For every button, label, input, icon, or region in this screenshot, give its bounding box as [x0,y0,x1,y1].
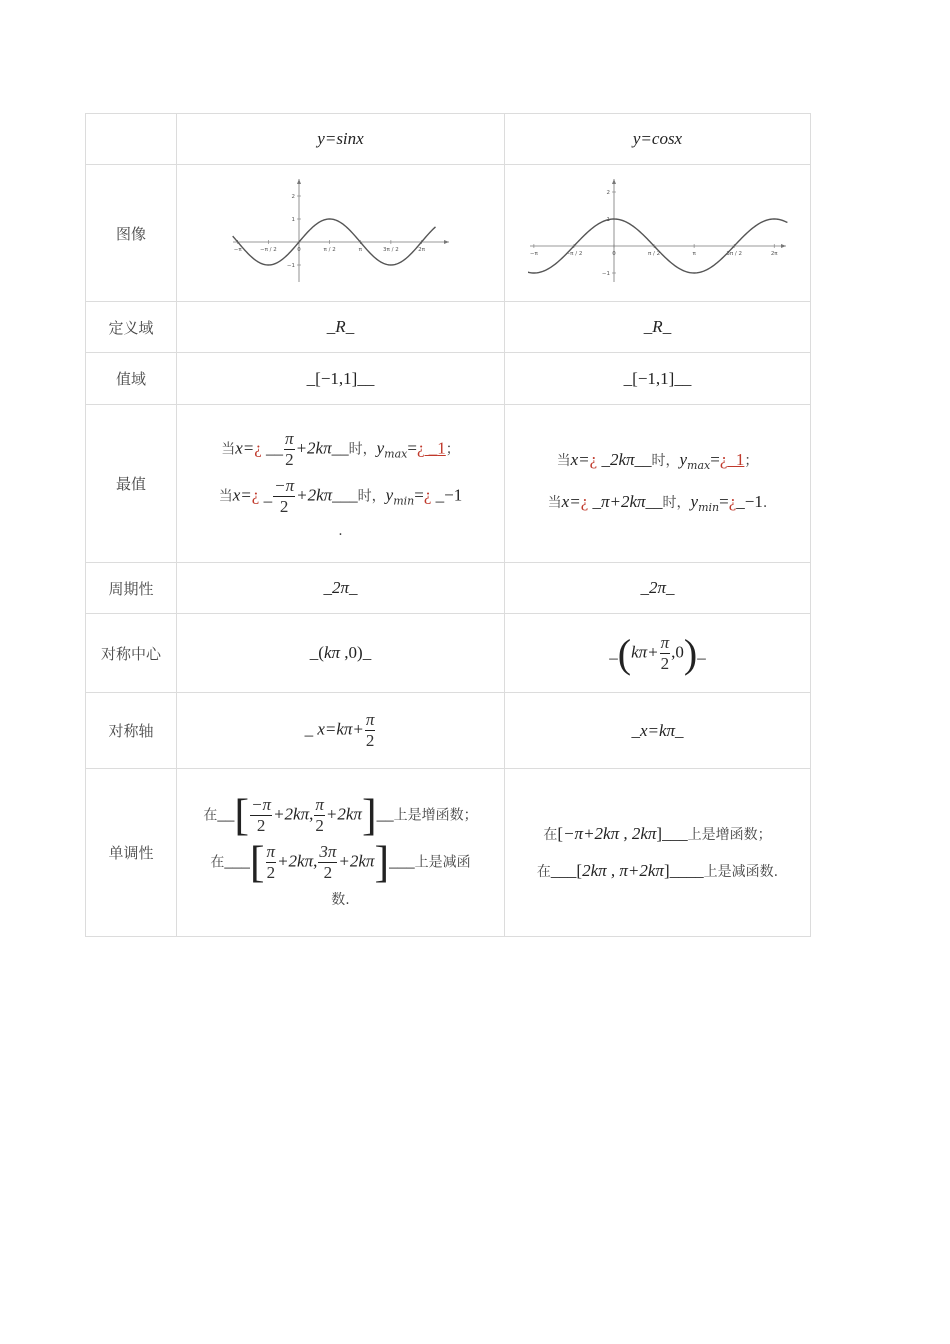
extreme-cos [505,405,811,563]
sin-graph [231,176,451,286]
extreme-row [86,405,811,563]
graph-row [86,165,811,302]
center-sin: _(kπ ,0)_ [177,614,505,693]
cos-graph [528,176,788,286]
x-tick-label: 2π [770,251,778,257]
corner-cell [86,114,177,165]
mono-row [86,769,811,937]
x-tick-label: π / 2 [323,247,336,253]
y-tick-label: −1 [601,271,610,277]
period-cos-value: 2π [648,578,667,597]
label-period: 周期性 [86,563,177,614]
y-tick-label: 2 [291,194,295,200]
label-center: 对称中心 [86,614,177,693]
domain-cos-value: R [652,317,663,336]
label-mono: 单调性 [86,769,177,937]
center-cos: _(kπ+ $\frac{\pi}{2}$ ,0)_ [505,614,811,693]
period-sin: _2π_ [177,563,505,614]
center-row [86,614,811,693]
domain-sin: _R_ [177,302,505,353]
x-tick-label: −π / 2 [565,251,582,257]
cos-dec-line: 在___[2kπ , π+2kπ]____上是减函数. [536,860,779,880]
axis-cos: _x=kπ_ [505,693,811,769]
range-cos-value: [−1,1] [632,368,675,388]
mono-cos [505,769,811,937]
x-tick-label: −π / 2 [259,247,277,253]
cos-graph-cell [505,165,811,302]
range-cos: _[−1,1]__ [505,353,811,405]
period-row [86,563,811,614]
sin-max-line: 当x=¿ __ $\frac{\pi}{2}$ +2kπ__时，$y_{max}=¿$ _1； [221,429,460,469]
label-domain: 定义域 [86,302,177,353]
x-tick-label: −π [529,251,538,257]
cos-min-line: 当x=¿ _π+2kπ__时，$y_{min}=¿\_-1$. [547,491,768,514]
header-sin [177,114,505,165]
sin-min-value: −1 [444,485,463,505]
axis-row [86,693,811,769]
x-tick-label: −π [233,247,242,253]
domain-row [86,302,811,353]
trig-properties-table [85,113,811,937]
x-tick-label: 0 [611,251,616,257]
range-row [86,353,811,405]
cos-inc-line: 在[−π+2kπ , 2kπ]___上是增函数； [543,823,772,843]
sin-inc-line: 在__[ $\frac{-\pi}{2}$ +2kπ, $\frac{\pi}{2}$ +2kπ]__上是增函数； [203,790,478,840]
range-sin-value: [−1,1] [315,368,358,388]
sin-min-line: 当x=¿ _ $\frac{-\pi}{2}$ +2kπ___时，$y_{min}=¿$ _−1 [218,476,463,516]
domain-cos: _R_ [505,302,811,353]
pi-over-2: $\frac{\pi}{2}$ [285,429,294,469]
period-sin-value: 2π [331,578,350,597]
label-axis: 对称轴 [86,693,177,769]
x-tick-label: 0 [296,247,301,253]
y-arrow-icon [297,179,301,184]
header-cos [505,114,811,165]
y-tick-label: 2 [606,190,610,196]
header-row [86,114,811,165]
x-tick-label: π [358,247,362,253]
y-tick-label: 1 [291,217,295,223]
x-arrow-icon [444,240,449,244]
y-tick-label: 1 [606,217,610,223]
extreme-sin: 当x=¿ __ $\frac{\pi}{2}$ +2kπ__时，$y_{max}=¿$ _1； 当x=¿ _ $\frac{-\pi}{2}$ +2kπ___时，$y_{min}=¿$ _−1 . [177,405,505,563]
x-tick-label: 3π / 2 [382,247,399,253]
x-arrow-icon [781,244,786,248]
period-cos: _2π_ [505,563,811,614]
sin-dec-line: 在___[ $\frac{\pi}{2}$ +2kπ, $\frac{3\pi}{2}$ +2kπ]___上是减函 [210,837,471,887]
label-extreme: 最值 [86,405,177,563]
range-sin: _[−1,1]__ [177,353,505,405]
cos-max-line: 当x=¿ _2kπ__时，$y_{max}=¿\_1$； [556,449,759,472]
domain-sin-value: R [335,317,346,336]
label-range: 值域 [86,353,177,405]
sin-max-value: 1 [437,438,446,458]
header-sin-text: y=sinx [317,129,364,148]
x-tick-label: 3π / 2 [725,251,742,257]
cos-min-value: −1 [744,491,763,511]
mono-sin: 在__[ $\frac{-\pi}{2}$ +2kπ, $\frac{\pi}{2}$ +2kπ]__上是增函数； 在___[ $\frac{\pi}{2}$ +2kπ, $\frac{3\pi}{2}$ +2kπ]___上是减函 数. [177,769,505,937]
sin-graph-cell [177,165,505,302]
header-cos-text: y=cosx [632,129,683,148]
cos-max-value: 1 [735,449,745,469]
x-tick-label: π / 2 [647,251,660,257]
x-tick-label: 2π [417,247,425,253]
axis-sin: _ x=kπ+ $\frac{\pi}{2}$ [177,693,505,769]
x-tick-label: π [691,251,696,257]
y-tick-label: −1 [286,263,295,269]
minus-pi-over-2: $\frac{-\pi}{2}$ [274,476,295,516]
y-arrow-icon [612,179,616,184]
label-graph: 图像 [86,165,177,302]
